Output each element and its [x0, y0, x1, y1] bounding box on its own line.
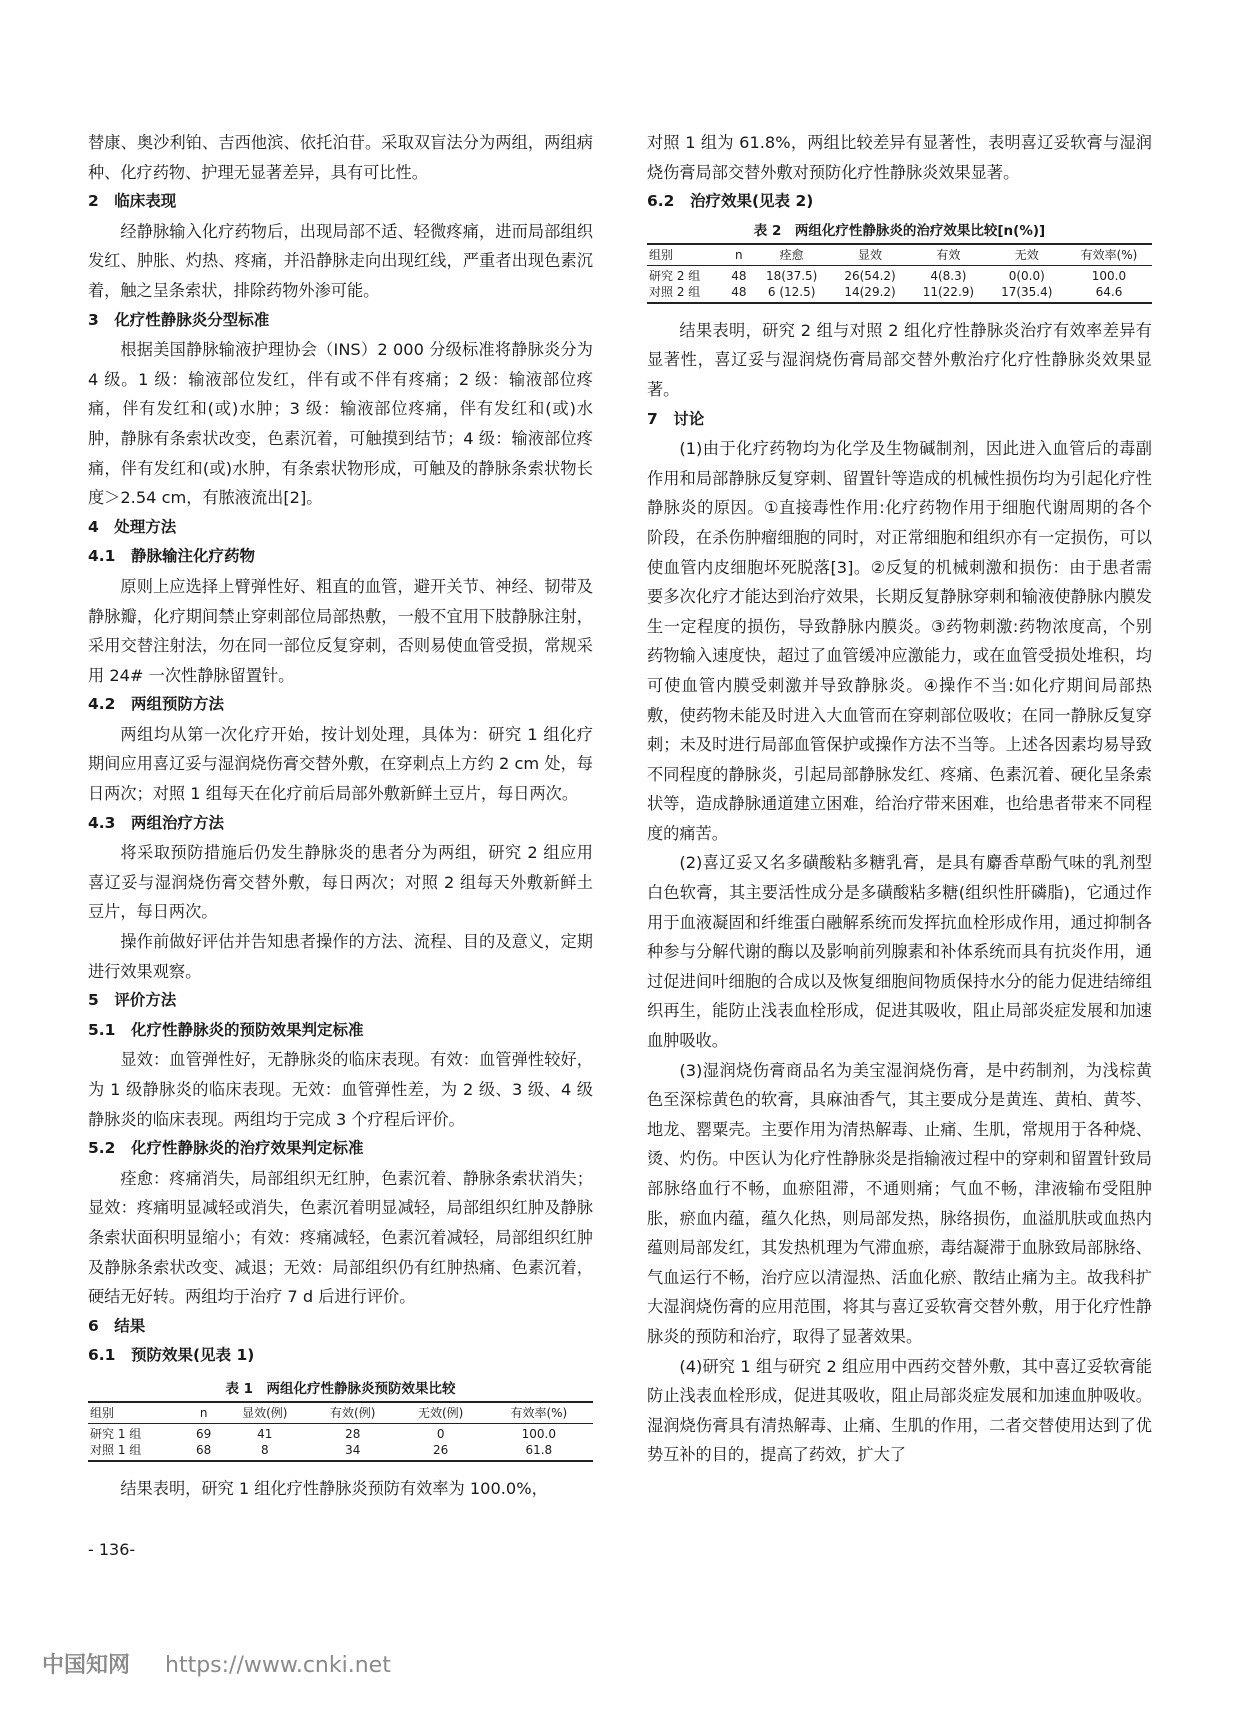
table-cell: 100.0 — [1091, 268, 1127, 283]
table-cell: 26 — [433, 1442, 449, 1457]
table-cell: 69 — [195, 1426, 212, 1441]
table-cell: 14(29.2) — [844, 284, 896, 299]
paragraph: 将采取预防措施后仍发生静脉炎的患者分为两组，研究 2 组应用喜辽妥与湿润烧伤膏交替外敷，每日两次；对照 2 组每天外敷新鲜土豆片，每日两次。 — [88, 843, 593, 922]
table-header-cell: 无效 — [988, 244, 1066, 266]
paragraph: 结果表明，研究 1 组化疗性静脉炎预防有效率为 100.0%， — [120, 1478, 548, 1498]
section-heading: 3 化疗性静脉炎分型标准 — [88, 310, 270, 329]
table-cell: 34 — [345, 1442, 361, 1457]
page-number: - 136- — [88, 1540, 136, 1559]
table-1-title: 表 1 两组化疗性静脉炎预防效果比较 — [225, 1380, 456, 1397]
paragraph: 痊愈：疼痛消失，局部组织无红肿，色素沉着、静脉条索状消失；显效：疼痛明显减轻或消失，色素沉着明显减轻，局部组织红肿及静脉条索状面积明显缩小；有效：疼痛减轻，色素沉着减轻，局部组织红肿及静脉条索状改变、减退；无效：局部组织仍有红肿热痛、色素沉着，硬结无好转。两组均于治疗 7 d 后进行评价。 — [88, 1168, 593, 1307]
cnki-logo-text: 中国知网 — [42, 1653, 131, 1678]
table-header-cell: 有效(例) — [309, 1402, 397, 1424]
table-header-cell: 组别 — [88, 1402, 186, 1424]
table-cell: 对照 1 组 — [90, 1442, 142, 1457]
table-cell: 48 — [731, 268, 747, 283]
table-header-cell: 有效率(%) — [1066, 244, 1152, 266]
table-cell: 100.0 — [521, 1426, 556, 1441]
table-cell: 64.6 — [1095, 284, 1123, 299]
table-header-cell: 显效 — [831, 244, 909, 266]
paragraph: 两组均从第一次化疗开始，按计划处理，具体为：研究 1 组化疗期间应用喜辽妥与湿润烧伤膏交替外敷，在穿刺点上方约 2 cm 处，每日两次；对照 1 组每天在化疗前后局部外敷新鲜土豆片，每日两次。 — [88, 724, 593, 804]
subsection-heading: 4.1 静脉输注化疗药物 — [88, 547, 255, 566]
table-cell: 研究 2 组 — [649, 268, 701, 283]
table-cell: 8 — [260, 1442, 269, 1457]
table-cell: 对照 2 组 — [649, 284, 701, 299]
table-cell: 18(37.5) — [766, 268, 818, 283]
table-cell: 68 — [195, 1442, 212, 1457]
table-cell: 研究 1 组 — [90, 1426, 142, 1441]
table-header-row — [88, 1402, 593, 1424]
section-heading: 5 评价方法 — [88, 991, 177, 1010]
footer-watermark — [42, 1648, 391, 1679]
paragraph: 原则上应选择上臂弹性好、粗直的血管，避开关节、神经、韧带及静脉瓣，化疗期间禁止穿刺部位局部热敷，一般不宜用下肢静脉注射，采用交替注射法，勿在同一部位反复穿刺，否则易使血管受损，常规采用 24# 一次性静脉留置针。 — [88, 576, 593, 685]
paragraph: (3)湿润烧伤膏商品名为美宝湿润烧伤膏，是中药制剂，为浅棕黄色至深棕黄色的软膏，具麻油香气，其主要成分是黄连、黄柏、黄芩、地龙、罂粟壳。主要作用为清热解毒、止痛、生肌，常规用于各种烧、烫、灼伤。中医认为化疗性静脉炎是指输液过程中的穿刺和留置针致局部脉络血行不畅，血瘀阻滞，不通则痛；气血不畅，津液输布受阻肿胀，瘀血内蕴，蕴久化热，则局部发热，脉络损伤，血溢肌肤或血热内蕴则局部发红，其发热机理为气滞血瘀，毒结凝滞于血脉致局部脉络、气血运行不畅，治疗应以清湿热、活血化瘀、散结止痛为主。故我科扩大湿润烧伤膏的应用范围，将其与喜辽妥软膏交替外敷，用于化疗性静脉炎的预防和治疗，取得了显著效果。 — [647, 1060, 1152, 1346]
table-header-cell: 有效 — [909, 244, 987, 266]
subsection-heading: 5.2 化疗性静脉炎的治疗效果判定标准 — [88, 1139, 364, 1158]
table-header-cell: 痊愈 — [753, 244, 831, 266]
right-column — [647, 128, 1152, 1470]
section-heading: 7 讨论 — [647, 409, 705, 428]
cnki-url[interactable]: https://www.cnki.net — [165, 1653, 391, 1678]
table-2 — [647, 243, 1152, 304]
table-cell: 61.8 — [525, 1442, 553, 1457]
table-row — [647, 265, 1152, 284]
table-header-cell: 有效率(%) — [485, 1402, 593, 1424]
paragraph: 根据美国静脉输液护理协会（INS）2 000 分级标准将静脉炎分为 4 级。1 级：输液部位发红，伴有或不伴有疼痛；2 级：输液部位疼痛，伴有发红和(或)水肿；3 级：输液部位疼痛，伴有发红和(或)水肿，静脉有条索状改变，色素沉着，可触摸到结节；4 级：输液部位疼痛，伴有发红和(或)水肿，有条索状物形成，可触及的静脉条索状物长度＞2.54 cm，有脓液流出[2]。 — [88, 340, 593, 508]
table-header-cell: n — [725, 244, 752, 266]
paragraph: 操作前做好评估并告知患者操作的方法、流程、目的及意义，定期进行效果观察。 — [88, 932, 593, 981]
subsection-heading: 6.1 预防效果(见表 1) — [88, 1346, 255, 1365]
subsection-heading: 4.3 两组治疗方法 — [88, 813, 224, 832]
table-cell: 17(35.4) — [1001, 284, 1053, 299]
table-header-row — [647, 244, 1152, 266]
table-row — [88, 1423, 593, 1442]
left-column — [88, 128, 593, 1504]
section-heading: 6 结果 — [88, 1316, 146, 1335]
section-heading: 2 临床表现 — [88, 192, 177, 211]
table-cell: 4(8.3) — [930, 268, 967, 283]
paragraph: 结果表明，研究 2 组与对照 2 组化疗性静脉炎治疗有效率差异有显著性，喜辽妥与湿润烧伤膏局部交替外敷治疗化疗性静脉炎效果显著。 — [647, 320, 1152, 399]
paragraph: 显效：血管弹性好，无静脉炎的临床表现。有效：血管弹性较好，为 1 级静脉炎的临床表现。无效：血管弹性差，为 2 级、3 级、4 级静脉炎的临床表现。两组均于完成 3 个疗程后评价。 — [88, 1050, 593, 1129]
paragraph: 替康、奥沙利铂、吉西他滨、依托泊苷。采取双盲法分为两组，两组病种、化疗药物、护理无显著差异，具有可比性。 — [88, 133, 593, 182]
subsection-heading: 6.2 治疗效果(见表 2) — [647, 192, 814, 211]
table-header-cell: 无效(例) — [397, 1402, 485, 1424]
subsection-heading: 5.1 化疗性静脉炎的预防效果判定标准 — [88, 1020, 364, 1039]
table-2-title: 表 2 两组化疗性静脉炎的治疗效果比较[n(%)] — [753, 222, 1046, 239]
table-cell: 6 (12.5) — [767, 284, 816, 299]
table-header-cell: 显效(例) — [221, 1402, 309, 1424]
table-cell: 28 — [345, 1426, 361, 1441]
paragraph: 经静脉输入化疗药物后，出现局部不适、轻微疼痛，进而局部组织发红、肿胀、灼热、疼痛，并沿静脉走向出现红线，严重者出现色素沉着，触之呈条索状，排除药物外渗可能。 — [88, 221, 593, 300]
table-row — [647, 284, 1152, 303]
table-cell: 0 — [436, 1426, 445, 1441]
table-cell: 0(0.0) — [1008, 268, 1045, 283]
subsection-heading: 4.2 两组预防方法 — [88, 695, 224, 714]
table-cell: 26(54.2) — [844, 268, 896, 283]
paragraph: (1)由于化疗药物均为化学及生物碱制剂，因此进入血管后的毒副作用和局部静脉反复穿刺、留置针等造成的机械性损伤均为引起化疗性静脉炎的原因。①直接毒性作用:化疗药物作用于细胞代谢周期的各个阶段，在杀伤肿瘤细胞的同时，对正常细胞和组织亦有一定损伤，可以使血管内皮细胞坏死脱落[3]。②反复的机械刺激和损伤：由于患者需要多次化疗才能达到治疗效果，长期反复静脉穿刺和输液使静脉内膜发生一定程度的损伤，导致静脉内膜炎。③药物刺激:药物浓度高，个别药物输入速度快，超过了血管缓冲应激能力，或在血管受损处堆积，均可使血管内膜受刺激并导致静脉炎。④操作不当:如化疗期间局部热敷，使药物未能及时进入大血管而在穿刺部位吸收；在同一静脉反复穿刺；未及时进行局部血管保护或操作方法不当等。上述各因素均易导致不同程度的静脉炎，引起局部静脉发红、疼痛、色素沉着、硬化呈条索状等，造成静脉通道建立困难，给治疗带来困难，也给患者带来不同程度的痛苦。 — [647, 439, 1152, 843]
table-header-cell: n — [186, 1402, 220, 1424]
table-row — [88, 1442, 593, 1461]
table-header-cell: 组别 — [647, 244, 725, 266]
table-1 — [88, 1401, 593, 1462]
table-cell: 41 — [257, 1426, 273, 1441]
table-cell: 48 — [731, 284, 747, 299]
table-cell: 11(22.9) — [922, 284, 975, 299]
section-heading: 4 处理方法 — [88, 517, 177, 536]
paragraph: (4)研究 1 组与研究 2 组应用中西药交替外敷，其中喜辽妥软膏能防止浅表血栓形成，促进其吸收，阻止局部炎症发展和加速血肿吸收。湿润烧伤膏具有清热解毒、止痛、生肌的作用，二者交替使用达到了优势互补的目的，提高了药效，扩大了 — [647, 1356, 1152, 1465]
paragraph: (2)喜辽妥又名多磺酸粘多糖乳膏，是具有麝香草酚气味的乳剂型白色软膏，其主要活性成分是多磺酸粘多糖(组织性肝磷脂)，它通过作用于血液凝固和纤维蛋白融解系统而发挥抗血栓形成作用，通过抑制各种参与分解代谢的酶以及影响前列腺素和补体系统而具有抗炎作用，通过促进间叶细胞的合成以及恢复细胞间物质保持水分的能力促进结缔组织再生，能防止浅表血栓形成，促进其吸收，阻止局部炎症发展和加速血肿吸收。 — [647, 853, 1152, 1051]
paragraph: 对照 1 组为 61.8%，两组比较差异有显著性，表明喜辽妥软膏与湿润烧伤膏局部交替外敷对预防化疗性静脉炎效果显著。 — [647, 133, 1152, 182]
